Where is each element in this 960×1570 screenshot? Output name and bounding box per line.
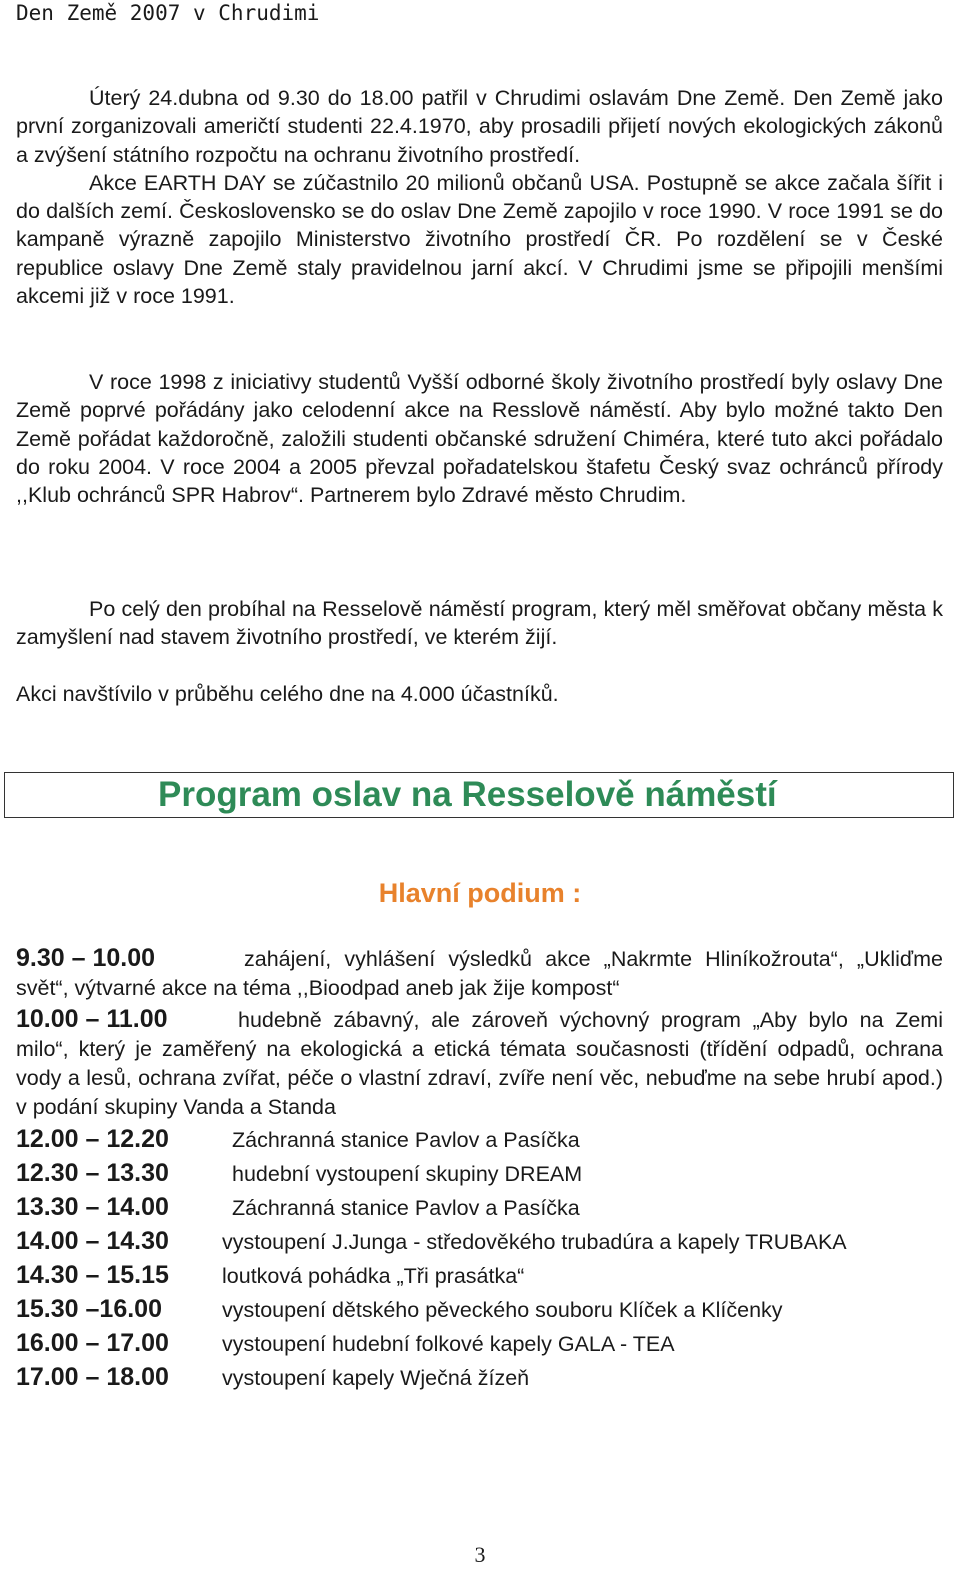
attendance-section xyxy=(16,680,943,708)
schedule-item xyxy=(16,1226,943,1258)
schedule-item xyxy=(16,1362,943,1394)
intro-paragraph-2: Akce EARTH DAY se zúčastnilo 20 milionů občanů USA. Postupně se akce začala šířit i do dalších zemí. Československo se do oslav Dne Země zapojilo v roce 1990. V roce 1991 se do kampaně výrazně zapojilo Ministerstvo životního prostředí ČR. Po rozdělení se v České republice oslavy Dne Země staly pravidelnou jarní akcí. V Chrudimi jsme se připojili menšími akcemi již v roce 1991. xyxy=(16,170,943,309)
schedule-item xyxy=(16,1260,943,1292)
page-number: 3 xyxy=(474,1542,486,1567)
schedule-text: vystoupení J.Junga - středověkého trubadúra a kapely TRUBAKA xyxy=(222,1230,847,1254)
schedule-item xyxy=(16,1005,943,1122)
schedule-text: hudebně zábavný, ale zároveň výchovný program „Aby bylo na Zemi milo“, který je zaměřený na ekologická a etická témata současnosti (třídění odpadů, ochrana vody a lesů, ochrana zvířat, péče o vlastní zdraví, zvíře není věc, nebuďme na sebe hrubí apod.) v podání skupiny Vanda a Standa xyxy=(16,1008,943,1119)
schedule-time: 12.00 – 12.20 xyxy=(16,1125,169,1153)
schedule-item xyxy=(16,1328,943,1360)
stage-title: Hlavní podium : xyxy=(378,878,582,908)
schedule-item xyxy=(16,1124,943,1156)
program-schedule xyxy=(16,944,943,1396)
schedule-text: Záchranná stanice Pavlov a Pasíčka xyxy=(232,1128,580,1152)
schedule-time: 12.30 – 13.30 xyxy=(16,1159,169,1187)
schedule-time: 10.00 – 11.00 xyxy=(16,1005,168,1033)
program-summary-paragraph: Po celý den probíhal na Resselově náměstí program, který měl směřovat občany města k zamyšlení nad stavem životního prostředí, ve kterém žijí. xyxy=(16,597,943,650)
schedule-time: 14.00 – 14.30 xyxy=(16,1227,169,1255)
history-paragraph: V roce 1998 z iniciativy studentů Vyšší odborné školy životního prostředí byly oslavy Dne Země poprvé pořádány jako celodenní akce na Resslově náměstí. Aby bylo možné takto Den Země pořádat každoročně, založili studenti občanské sdružení Chiméra, které tuto akci pořádalo do roku 2004. V roce 2004 a 2005 převzal pořadatelskou štafetu Český svaz ochránců přírody ,,Klub ochránců SPR Habrov“. Partnerem bylo Zdravé město Chrudim. xyxy=(16,370,943,508)
intro-paragraph-1: Úterý 24.dubna od 9.30 do 18.00 patřil v Chrudimi oslavám Dne Země. Den Země jako první zorganizovali američtí studenti 22.4.1970, aby prosadili přijetí nových ekologických zákonů a zvýšení státního rozpočtu na ochranu životního prostředí. xyxy=(16,86,943,167)
history-section xyxy=(16,368,943,509)
program-title: Program oslav na Resselově náměstí xyxy=(158,775,777,814)
schedule-item xyxy=(16,1158,943,1190)
schedule-text: zahájení, vyhlášení výsledků akce „Nakrmte Hliníkožrouta“, „Ukliďme svět“, výtvarné akce na téma ,,Bioodpad aneb jak žije kompost“ xyxy=(16,947,943,1000)
program-title-box xyxy=(4,772,954,818)
schedule-time: 17.00 – 18.00 xyxy=(16,1363,169,1391)
schedule-item xyxy=(16,944,943,1003)
program-summary-section xyxy=(16,595,943,652)
schedule-time: 13.30 – 14.00 xyxy=(16,1193,169,1221)
schedule-item xyxy=(16,1192,943,1224)
schedule-time: 15.30 –16.00 xyxy=(16,1295,162,1323)
schedule-text: vystoupení dětského pěveckého souboru Klíček a Klíčenky xyxy=(222,1298,783,1322)
schedule-text: vystoupení hudební folkové kapely GALA - TEA xyxy=(222,1332,675,1356)
schedule-text: vystoupení kapely Wječná žízeň xyxy=(222,1366,530,1390)
schedule-text: hudební vystoupení skupiny DREAM xyxy=(232,1162,583,1186)
document-title: Den Země 2007 v Chrudimi xyxy=(16,1,320,25)
schedule-time: 16.00 – 17.00 xyxy=(16,1329,169,1357)
intro-section xyxy=(16,84,943,310)
schedule-text: Záchranná stanice Pavlov a Pasíčka xyxy=(232,1196,580,1220)
schedule-text: loutková pohádka „Tři prasátka“ xyxy=(222,1264,525,1288)
schedule-item xyxy=(16,1294,943,1326)
schedule-time: 14.30 – 15.15 xyxy=(16,1261,169,1289)
schedule-time: 9.30 – 10.00 xyxy=(16,944,156,972)
attendance-paragraph: Akci navštívilo v průběhu celého dne na 4.000 účastníků. xyxy=(16,682,559,706)
